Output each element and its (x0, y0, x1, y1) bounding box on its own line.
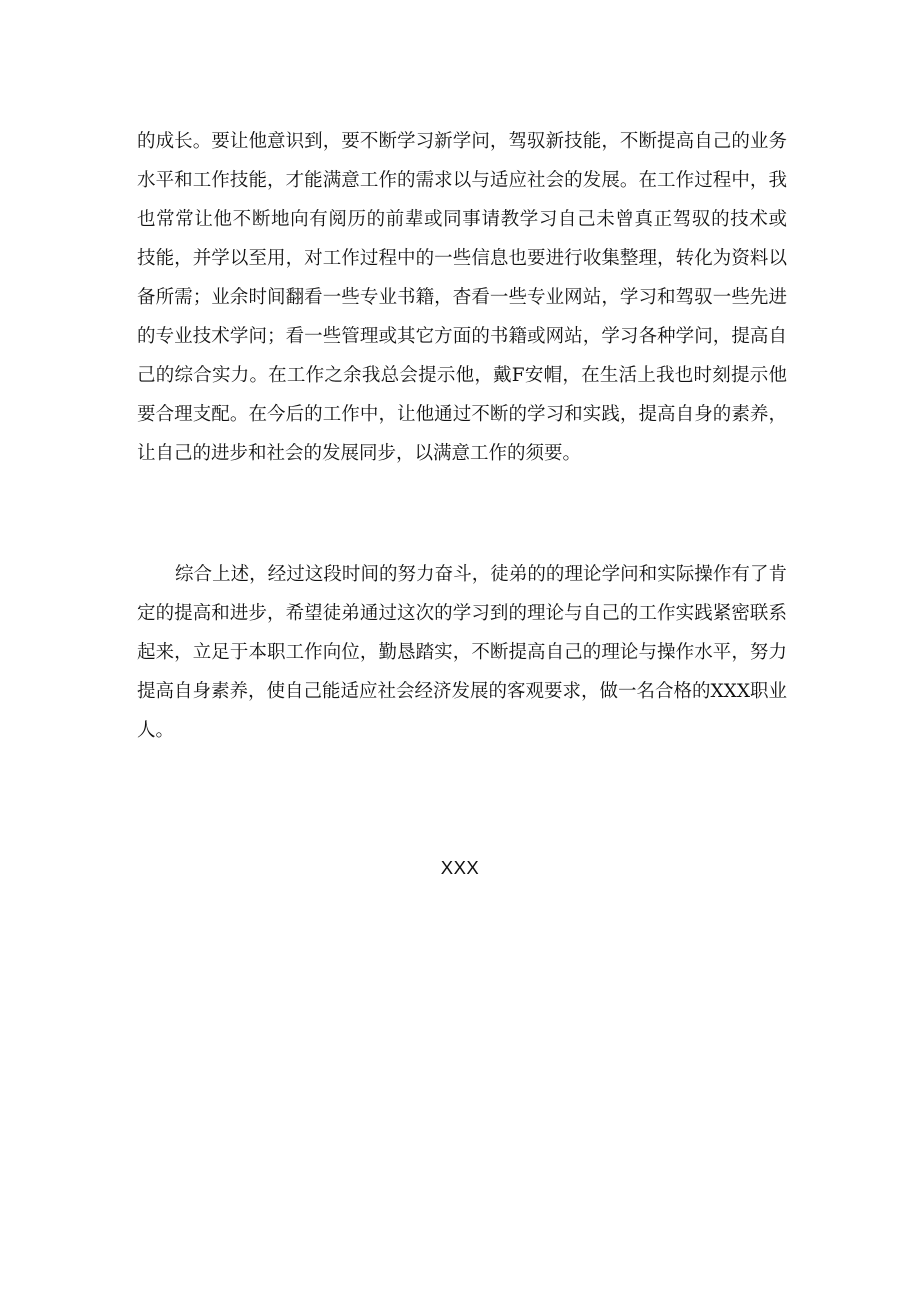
text-line: 己的综合实力。在工作之余我总会提示他，戴F安帽，在生活上我也时刻提示他 (137, 365, 787, 386)
text-line: 起来，立足于本职工作向位，勤恳踏实，不断提高自己的理论与操作水平，努力 (137, 642, 787, 663)
text-line: 水平和工作技能，才能满意工作的需求以与适应社会的发展。在工作过程中，我 (137, 170, 787, 191)
body-paragraph-2 (137, 555, 787, 750)
text-line: 技能，并学以至用，对工作过程中的一些信息也要进行收集整理，转化为资料以 (137, 248, 787, 269)
text-line: 的成长。要让他意识到，要不断学习新学问，驾驭新技能，不断提高自己的业务 (137, 131, 787, 152)
text-line: 提高自身素养，使自己能适应社会经济发展的客观要求，做一名合格的XXX职业 (137, 681, 788, 702)
text-line: 的专业技术学问；看一些管理或其它方面的书籍或网站，学习各种学问，提高自 (137, 326, 787, 347)
text-line: 要合理支配。在今后的工作中，让他通过不断的学习和实践，提高自身的素养， (137, 404, 787, 425)
text-line: 备所需；业余时间翻看一些专业书籍，杳看一些专业网站，学习和驾驭一些先进 (137, 287, 787, 308)
text-line: 定的提高和进步，希望徒弟通过这次的学习到的理论与自己的工作实践紧密联系 (137, 603, 787, 624)
signature: XXX (440, 857, 480, 878)
body-paragraph-1 (137, 122, 787, 473)
text-line: 也常常让他不断地向有阅历的前辈或同事请教学习自己未曾真正驾驭的技术或 (137, 209, 787, 230)
text-line: 让自己的进步和社会的发展同步，以满意工作的须要。 (137, 443, 582, 464)
text-line: 人。 (137, 720, 175, 741)
text-line: 综合上述，经过这段时间的努力奋斗，徒弟的的理论学问和实际操作有了肯 (175, 564, 787, 585)
